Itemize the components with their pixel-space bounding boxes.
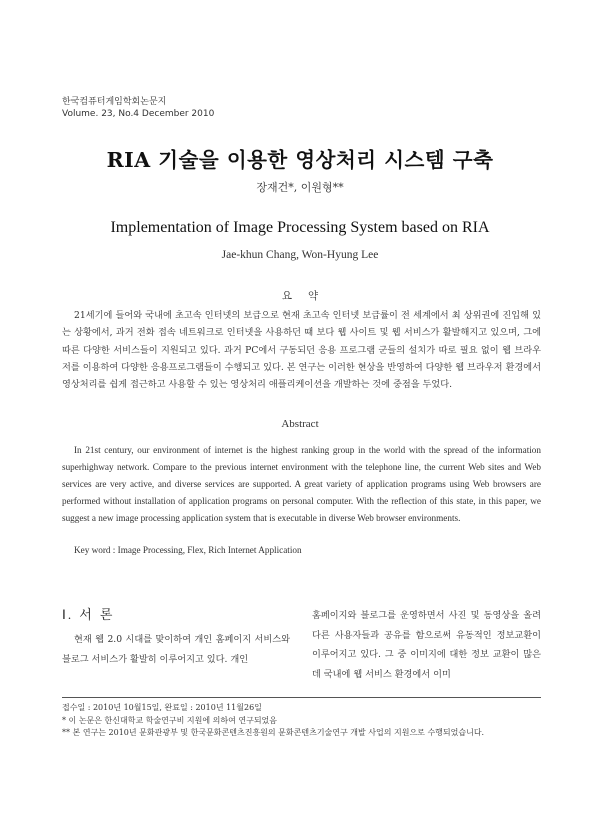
section-heading bbox=[62, 604, 290, 623]
journal-header bbox=[62, 96, 214, 120]
right-column bbox=[312, 606, 541, 684]
section-number: Ⅰ. bbox=[62, 607, 74, 622]
footnote-funding-2: ** 본 연구는 2010년 문화관광부 및 한국문화콘텐츠진흥원의 문화콘텐츠기술연구 개발 사업의 지원으로 수행되었습니다. bbox=[62, 728, 485, 737]
footnotes bbox=[62, 702, 541, 740]
body-paragraph-left: 현재 웹 2.0 시대를 맞이하여 개인 홈페이지 서비스와 블로그 서비스가 활발히 이루어지고 있다. 개인 bbox=[62, 634, 290, 665]
journal-name: 한국컴퓨터게임학회논문지 bbox=[62, 97, 167, 107]
keywords: Key word : Image Processing, Flex, Rich Internet Application bbox=[74, 545, 302, 555]
authors-english: Jae-khun Chang, Won-Hyung Lee bbox=[221, 249, 379, 261]
paper-title-english: Implementation of Image Processing System based on RIA bbox=[110, 219, 490, 236]
footnote-divider bbox=[62, 697, 541, 698]
body-paragraph-right: 홈페이지와 블로그를 운영하면서 사진 및 동영상을 올려 다른 사용자들과 공유를 함으로써 유동적인 정보교환이 이루어지고 있다. 그 중 이미지에 대한 정보 교환이 많은데 국내에 웹 서비스 환경에서 이미 bbox=[312, 610, 541, 680]
section-title: 서 론 bbox=[79, 608, 115, 623]
footnote-received: 접수일 : 2010년 10월15일, 완료일 : 2010년 11월26일 bbox=[62, 703, 262, 712]
left-column bbox=[62, 604, 290, 669]
footnote-funding-1: * 이 논문은 한신대학교 학술연구비 지원에 의하여 연구되었음 bbox=[62, 715, 277, 725]
abstract-english-heading: Abstract bbox=[281, 418, 319, 430]
abstract-english-text: In 21st century, our environment of internet is the highest ranking group in the world with the spread of the information superhighway network. Compare to the previous internet environment with the telephone line, the current Web sites and Web services are very active, and diverse services are supported. A great variety of application programs using Web browsers are performed without installation of application programs on personal computer. With the reflection of this state, in this paper, we suggest a new image processing application system that is executable in diverse Web browser environments. bbox=[62, 445, 541, 523]
paper-title-korean: RIA 기술을 이용한 영상처리 시스템 구축 bbox=[106, 148, 494, 172]
abstract-korean-text: 21세기에 들어와 국내에 초고속 인터넷의 보급으로 현재 초고속 인터넷 보급률이 전 세계에서 최 상위권에 진입해 있는 상황에서, 과거 전화 접속 네트워크로 인터넷을 사용하던 때 보다 웹 사이트 및 웹 서비스가 활발해지고 있으며, 그에 따른 다양한 서비스들이 지원되고 있다. 과거 PC에서 구동되던 응용 프로그램 군들의 설치가 따로 필요 없이 웹 브라우저를 이용하여 다양한 응용프로그램들이 수행되고 있다. 본 연구는 이러한 현상을 반영하여 다양한 웹 브라우저 환경에서 영상처리를 쉽게 접근하고 사용할 수 있는 영상처리 애플리케이션을 개발하는 것에 중점을 두었다. bbox=[62, 310, 541, 391]
abstract-korean-heading: 요약 bbox=[281, 290, 335, 302]
authors-korean: 장재건*, 이원형** bbox=[256, 181, 344, 194]
journal-volume: Volume. 23, No.4 December 2010 bbox=[62, 109, 215, 119]
